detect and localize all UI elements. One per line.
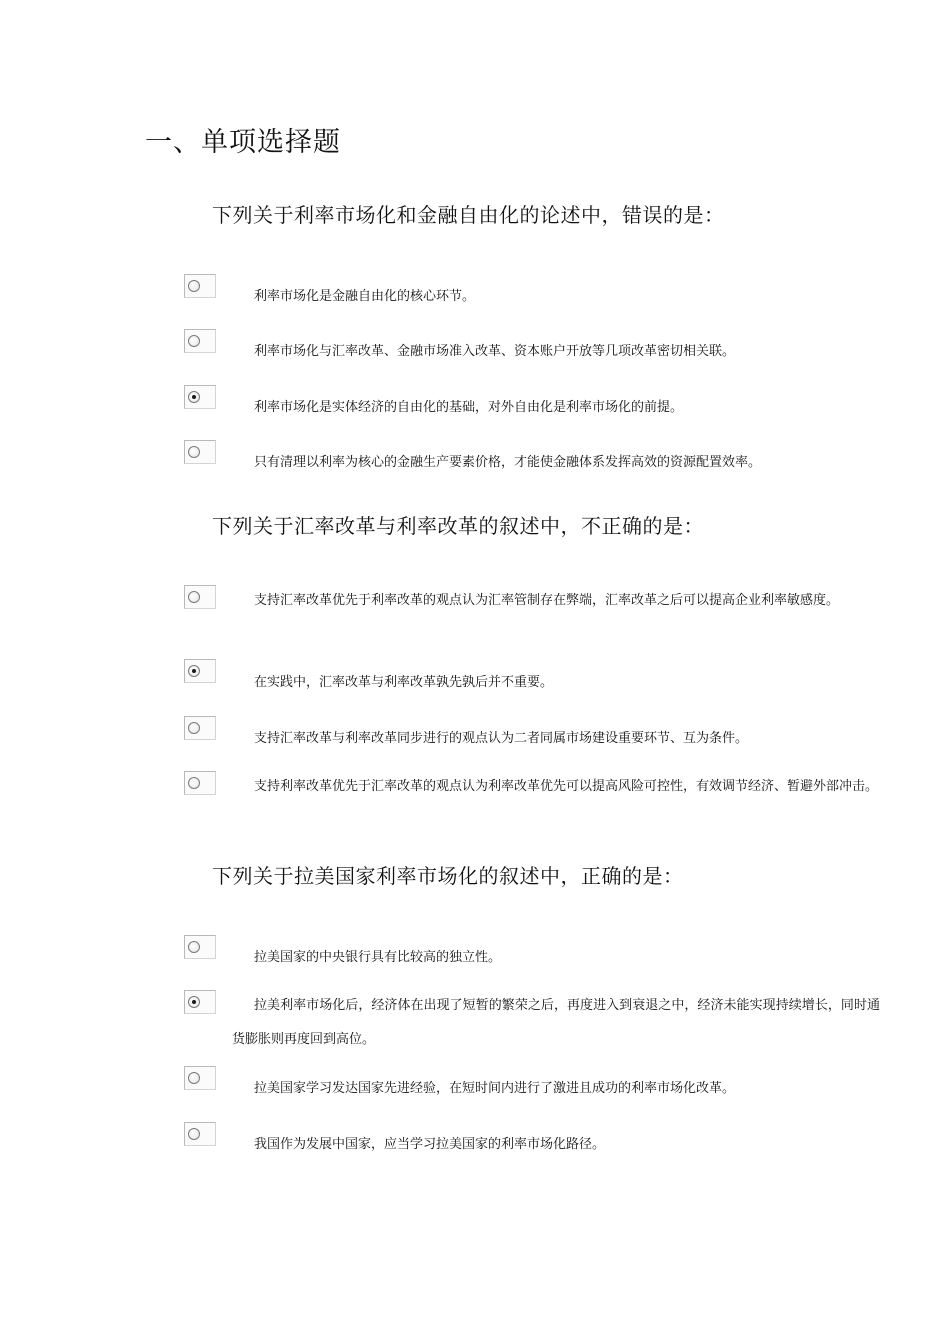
- question-1-stem: 下列关于利率市场化和金融自由化的论述中，错误的是：: [212, 203, 725, 227]
- option-text: 拉美国家学习发达国家先进经验，在短时间内进行了激进且成功的利率市场化改革。: [254, 1081, 736, 1096]
- radio-circle-icon: [188, 665, 200, 677]
- radio-button[interactable]: [184, 1122, 216, 1146]
- radio-button[interactable]: [184, 659, 216, 683]
- radio-button[interactable]: [184, 440, 216, 464]
- radio-button[interactable]: [184, 771, 216, 795]
- radio-button[interactable]: [184, 585, 216, 609]
- option-text: 在实践中，汇率改革与利率改革孰先孰后并不重要。: [254, 675, 554, 690]
- option-text: 支持汇率改革优先于利率改革的观点认为汇率管制存在弊端，汇率改革之后可以提高企业利率敏感度。: [254, 593, 840, 608]
- radio-circle-icon: [188, 446, 200, 458]
- radio-button[interactable]: [184, 716, 216, 740]
- radio-circle-icon: [188, 996, 200, 1008]
- option-text: 只有清理以利率为核心的金融生产要素价格，才能使金融体系发挥高效的资源配置效率。: [254, 455, 762, 470]
- question-2-stem: 下列关于汇率改革与利率改革的叙述中，不正确的是：: [212, 514, 704, 538]
- option-text: 拉美国家的中央银行具有比较高的独立性。: [254, 950, 502, 965]
- radio-circle-icon: [188, 280, 200, 292]
- radio-circle-icon: [188, 391, 200, 403]
- option-text: 利率市场化是金融自由化的核心环节。: [254, 289, 476, 304]
- radio-circle-icon: [188, 1072, 200, 1084]
- option-text: 支持汇率改革与利率改革同步进行的观点认为二者同属市场建设重要环节、互为条件。: [254, 731, 749, 746]
- radio-circle-icon: [188, 777, 200, 789]
- radio-circle-icon: [188, 335, 200, 347]
- question-3-stem: 下列关于拉美国家利率市场化的叙述中，正确的是：: [212, 864, 684, 888]
- radio-selected-dot-icon: [192, 1000, 196, 1004]
- radio-selected-dot-icon: [192, 669, 196, 673]
- radio-selected-dot-icon: [192, 395, 196, 399]
- option-text: 利率市场化是实体经济的自由化的基础，对外自由化是利率市场化的前提。: [254, 400, 684, 415]
- radio-circle-icon: [188, 722, 200, 734]
- radio-button[interactable]: [184, 385, 216, 409]
- radio-circle-icon: [188, 591, 200, 603]
- radio-circle-icon: [188, 1128, 200, 1140]
- option-text: 拉美利率市场化后，经济体在出现了短暂的繁荣之后，再度进入到衰退之中，经济未能实现持续增长，同时通货膨胀则再度回到高位。: [232, 998, 880, 1047]
- radio-circle-icon: [188, 941, 200, 953]
- radio-button[interactable]: [184, 1066, 216, 1090]
- section-title: 一、单项选择题: [145, 127, 341, 158]
- radio-button[interactable]: [184, 935, 216, 959]
- option-text: 我国作为发展中国家，应当学习拉美国家的利率市场化路径。: [254, 1137, 606, 1152]
- option-text: 利率市场化与汇率改革、金融市场准入改革、资本账户开放等几项改革密切相关联。: [254, 344, 736, 359]
- radio-button[interactable]: [184, 990, 216, 1014]
- option-text: 支持利率改革优先于汇率改革的观点认为利率改革优先可以提高风险可控性，有效调节经济、暂避外部冲击。: [254, 779, 879, 794]
- radio-button[interactable]: [184, 329, 216, 353]
- radio-button[interactable]: [184, 274, 216, 298]
